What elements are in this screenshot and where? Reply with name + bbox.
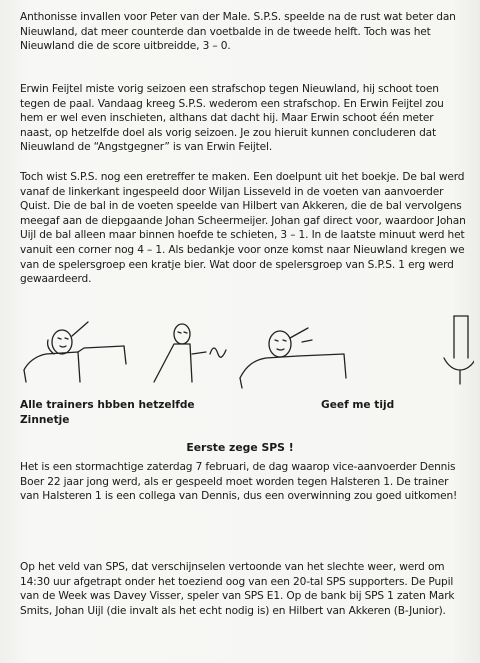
cartoon-strip <box>14 308 474 392</box>
section-heading: Eerste zege SPS ! <box>186 441 294 454</box>
cartoon-figure-1 <box>24 322 126 382</box>
paragraph-2: Erwin Feijtel miste vorig seizoen een strafschop tegen Nieuwland, hij schoot toen tegen de paal. Vandaag kreeg S.P.S. wederom een strafschop. En Erwin Feijtel zou hem er wel even inschieten, althans dat dacht hij. Maar Erwin schoot één meter naast, op hetzelfde doel als vorig seizoen. Je zou hieruit kunnen concluderen dat Nieuwland de “Angstgegner” is van Erwin Feijtel. <box>20 83 444 154</box>
paragraph-3: Toch wist S.P.S. nog een eretreffer te maken. Een doelpunt uit het boekje. De bal werd vanaf de linkerkant ingespeeld door Wiljan Lisseveld in de voeten van aanvoerder Quist. Die de bal in de voeten speelde van Hilbert van Akkeren, die de bal vervolgens meegaf aan de diepgaande Johan Scheermeijer. Johan gaf direct voor, waardoor Johan Uijl de bal alleen maar binnen hoefde te schieten, 3 – 1. In de laatste minuut werd het vanuit een corner nog 4 – 1. Als bedankje voor onze komst naar Nieuwland kregen we van de spelersgroep een kratje bier. Wat door de spelersgroep van S.P.S. 1 erg werd gewaardeerd. <box>20 171 466 286</box>
caption-right: Geef me tijd <box>321 399 395 411</box>
paragraph-1: Anthonisse invallen voor Peter van der Male. S.P.S. speelde na de rust wat beter dan Nieuwland, dat meer counterde dan voetbalde in de tweede helft. Toch was het Nieuwland die de score uitbreidde, 3 – 0. <box>20 11 456 53</box>
paragraph-4: Het is een stormachtige zaterdag 7 februari, de dag waarop vice-aanvoerder Dennis Boer 22 jaar jong werd, als er gespeeld moet worden tegen Halsteren 1. De trainer van Halsteren 1 is een collega van Dennis, dus een overwinning zou goed uitkomen! <box>20 461 458 503</box>
cartoon-figure-4 <box>444 316 474 384</box>
paragraph-5: Op het veld van SPS, dat verschijnselen vertoonde van het slechte weer, werd om 14:30 uur afgetrapt onder het toeziend oog van een 20-tal SPS supporters. De Pupil van de Week was Davey Visser, speler van SPS E1. Op de bank bij SPS 1 zaten Mark Smits, Johan Uijl (die invalt als het echt nodig is) en Hilbert van Akkeren (B-Junior). <box>20 561 455 617</box>
cartoon-figure-2 <box>154 324 226 382</box>
cartoon-figure-3 <box>240 328 346 388</box>
caption-left: Alle trainers hbben hetzelfde Zinnetje <box>20 399 195 426</box>
